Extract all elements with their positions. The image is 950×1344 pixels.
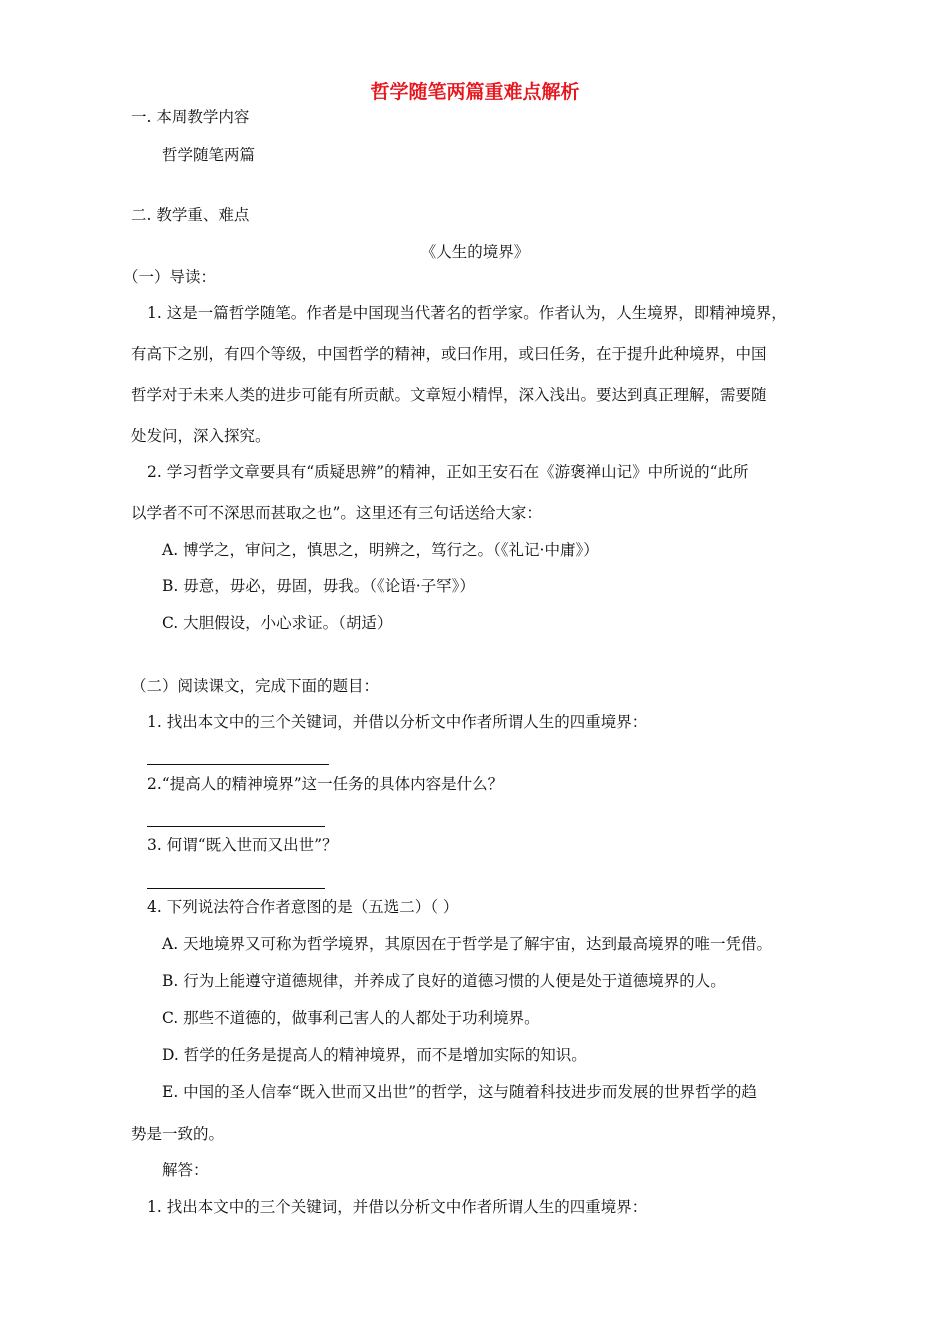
answer-question-1: 1. 找出本文中的三个关键词，并借以分析文中作者所谓人生的四重境界：: [147, 1198, 648, 1216]
option-item-continued: 势是一致的。: [131, 1125, 225, 1143]
guide-heading: （一）导读：: [123, 268, 217, 286]
option-item: B. 行为上能遵守道德规律，并养成了良好的道德习惯的人便是处于道德境界的人。: [162, 972, 726, 990]
answer-label: 解答：: [162, 1161, 209, 1179]
paragraph-line: 2. 学习哲学文章要具有“质疑思辨”的精神，正如王安石在《游褒禅山记》中所说的“此所: [147, 463, 749, 481]
answer-blank-3[interactable]: [147, 888, 325, 889]
quote-item: B. 毋意，毋必，毋固，毋我。（《论语·子罕》）: [162, 577, 475, 595]
option-item: E. 中国的圣人信奉“既入世而又出世”的哲学，这与随着科技进步而发展的世界哲学的趋: [162, 1083, 758, 1101]
paragraph-line: 以学者不可不深思而甚取之也”。这里还有三句话送给大家：: [131, 504, 542, 522]
question-2: 2.“提高人的精神境界”这一任务的具体内容是什么？: [147, 775, 504, 793]
section-heading-1: 一. 本周教学内容: [131, 108, 250, 126]
paragraph-line: 哲学对于未来人类的进步可能有所贡献。文章短小精悍，深入浅出。要达到真正理解，需要随: [131, 386, 767, 404]
answer-blank-2[interactable]: [147, 826, 325, 827]
page-title: 哲学随笔两篇重难点解析: [370, 81, 580, 103]
essay-title: 《人生的境界》: [420, 243, 530, 261]
question-4: 4. 下列说法符合作者意图的是（五选二）（ ）: [147, 898, 459, 916]
reading-heading: （二）阅读课文，完成下面的题目：: [131, 677, 380, 695]
answer-blank-1[interactable]: [147, 764, 329, 765]
quote-item: A. 博学之，审问之，慎思之，明辨之，笃行之。（《礼记·中庸》）: [162, 541, 599, 559]
paragraph-line: 1. 这是一篇哲学随笔。作者是中国现当代著名的哲学家。作者认为，人生境界，即精神境界，: [147, 304, 787, 322]
paragraph-line: 处发问，深入探究。: [131, 427, 271, 445]
question-1: 1. 找出本文中的三个关键词，并借以分析文中作者所谓人生的四重境界：: [147, 713, 648, 731]
section-content-1: 哲学随笔两篇: [162, 146, 256, 164]
option-item: A. 天地境界又可称为哲学境界，其原因在于哲学是了解宇宙，达到最高境界的唯一凭借。: [162, 935, 773, 953]
question-3: 3. 何谓“既入世而又出世”？: [147, 836, 338, 854]
option-item: C. 那些不道德的，做事利己害人的人都处于功利境界。: [162, 1009, 540, 1027]
option-item: D. 哲学的任务是提高人的精神境界，而不是增加实际的知识。: [162, 1046, 587, 1064]
section-heading-2: 二. 教学重、难点: [131, 206, 250, 224]
paragraph-line: 有高下之别，有四个等级，中国哲学的精神，或曰作用，或曰任务，在于提升此种境界，中国: [131, 345, 767, 363]
quote-item: C. 大胆假设，小心求证。（胡适）: [162, 614, 393, 632]
